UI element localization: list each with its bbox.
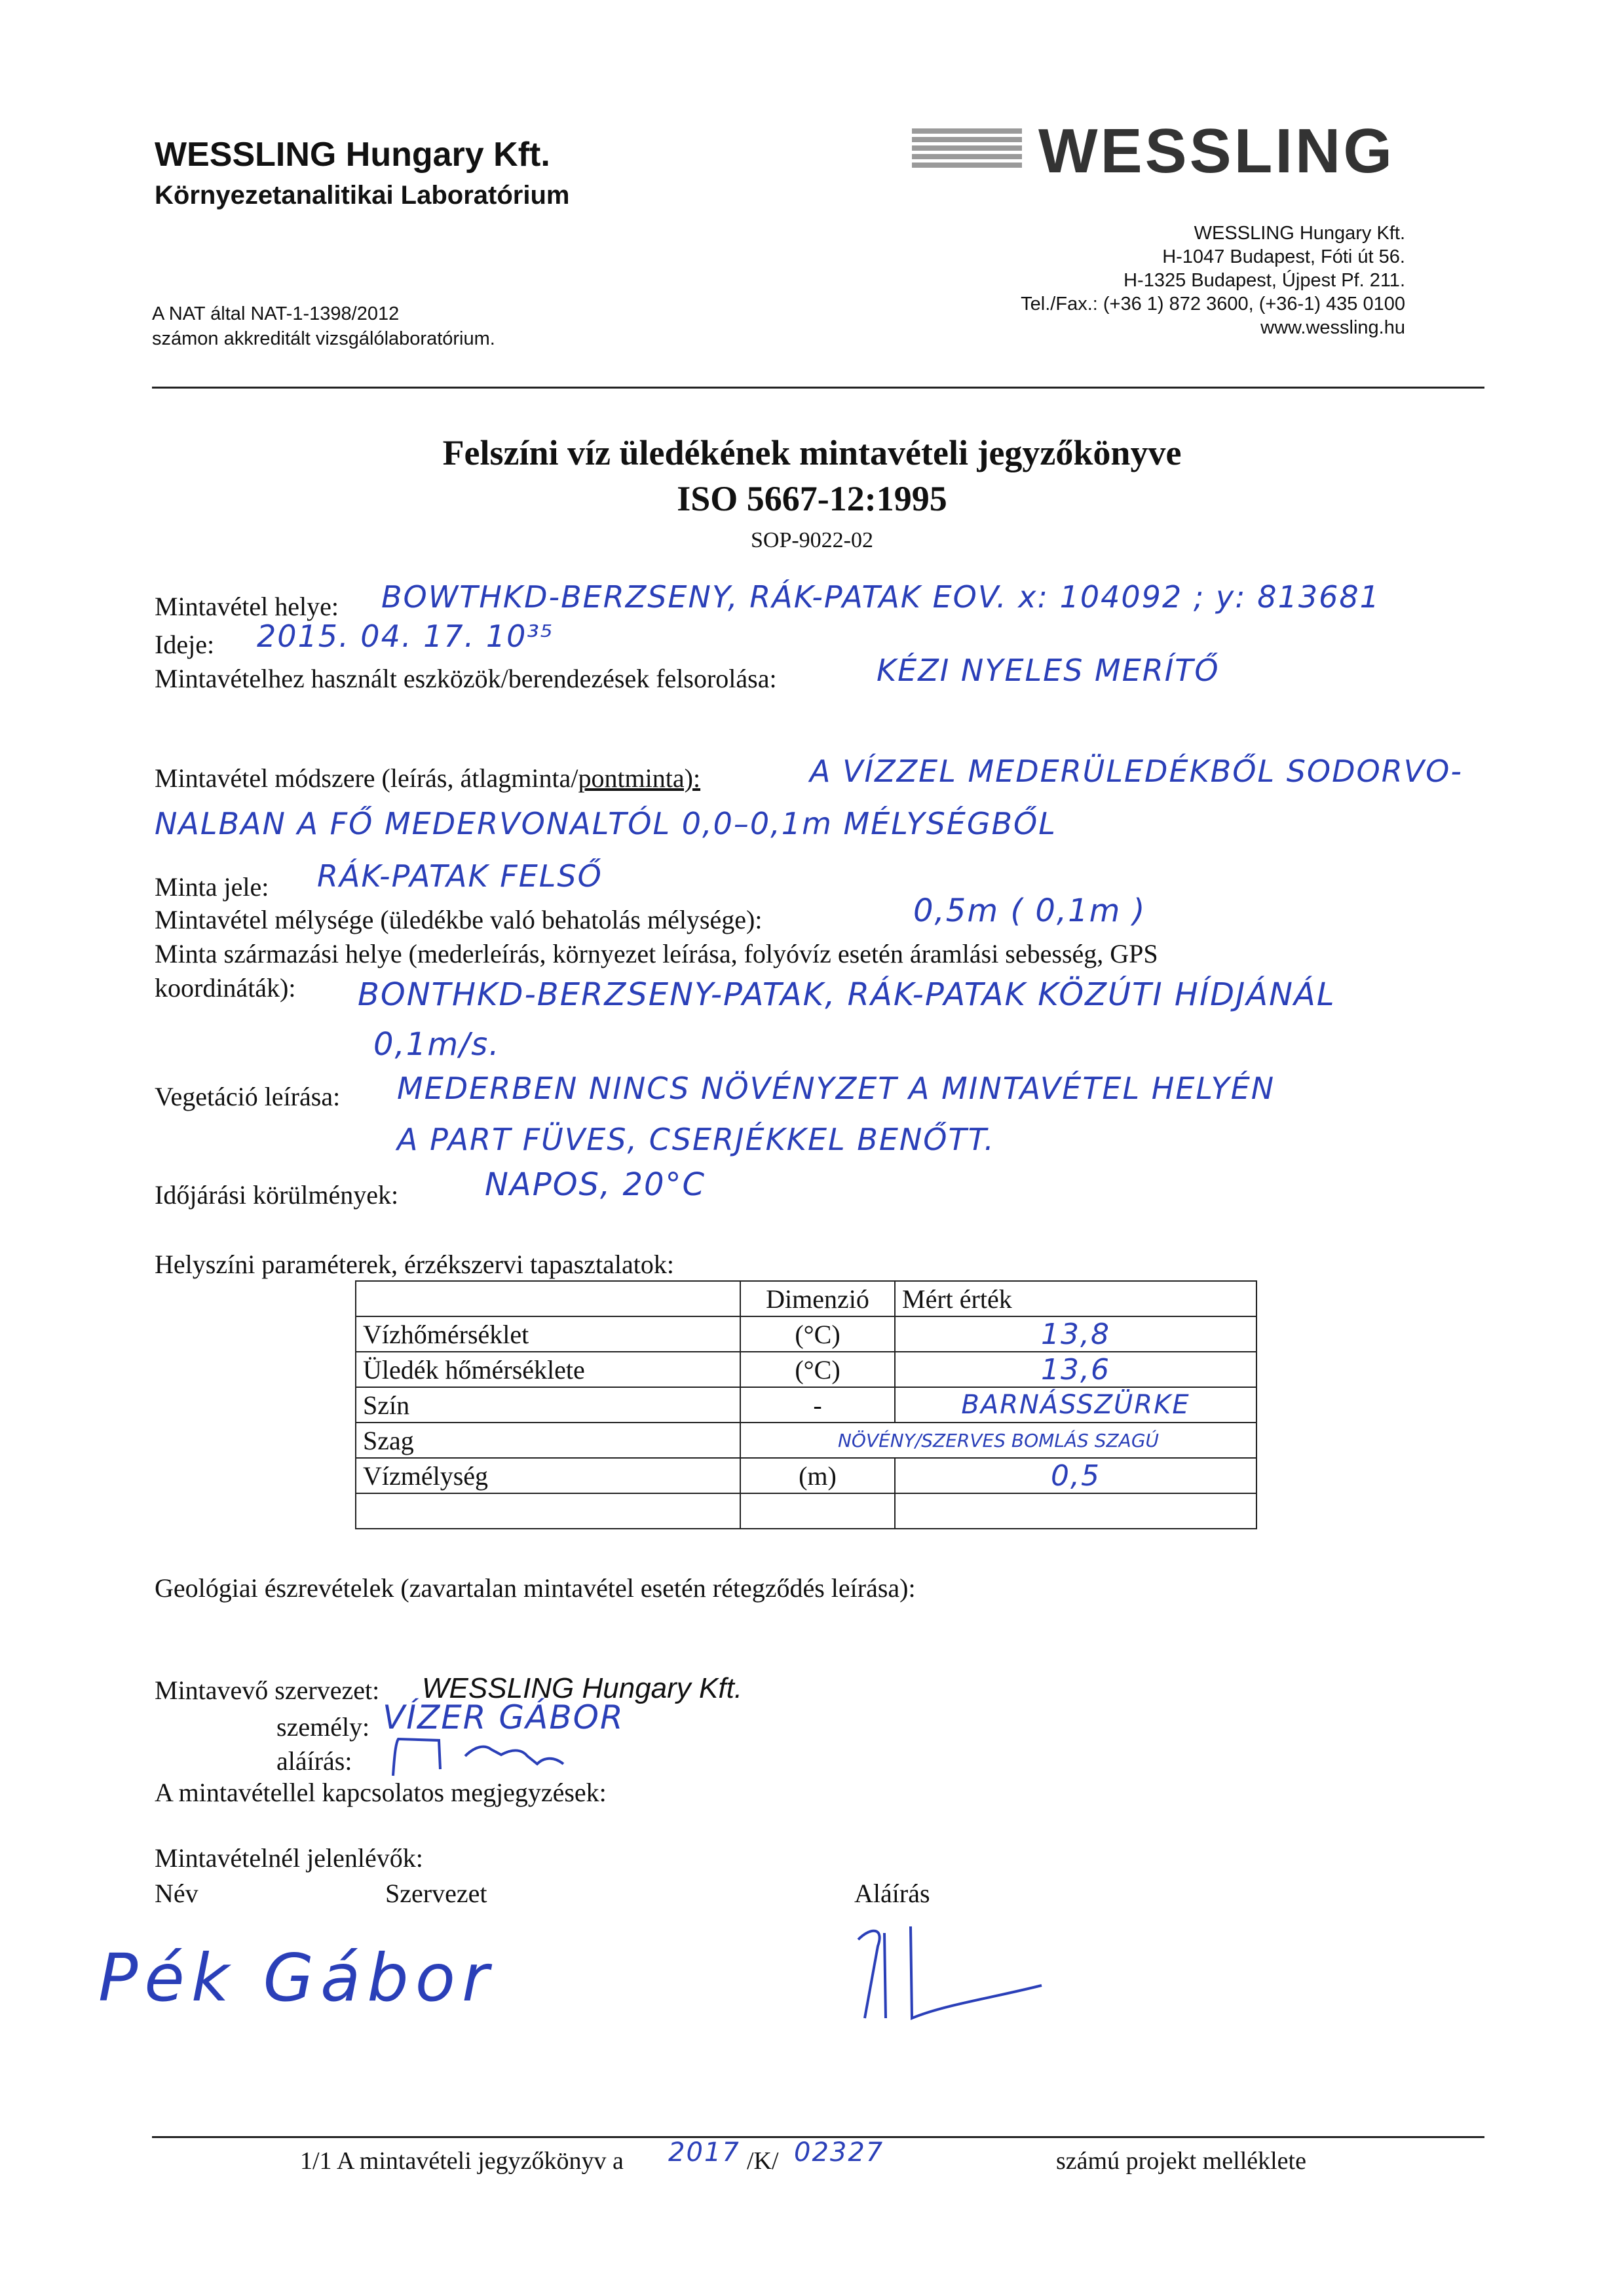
sampler-org-label: Mintavevő szervezet: [155,1675,380,1705]
address-block [881,221,1405,339]
attendees-col-name: Név [155,1879,198,1908]
address-line: www.wessling.hu [1260,317,1405,338]
param-value: BARNÁSSZÜRKE [895,1387,1256,1423]
param-name: Vízmélység [356,1458,740,1493]
table-header-cell [356,1281,740,1316]
location-label: Mintavétel helye: [155,592,339,621]
geology-label: Geológiai észrevételek (zavartalan mintavétel esetén rétegződés leírása): [155,1573,916,1603]
attendees-col-org: Szervezet [385,1879,487,1908]
param-value: 13,8 [895,1316,1256,1352]
lab-name: Környezetanalitikai Laboratórium [155,181,570,210]
footer-year: 2017 [668,2137,740,2168]
origin-value-line1: BONTHKD-BERZSENY-PATAK, RÁK-PATAK KÖZÚTI HÍDJÁNÁL [358,976,1336,1013]
depth-label: Mintavétel mélysége (üledékbe való behatolás mélysége): [155,905,763,934]
param-name: Szín [356,1387,740,1423]
wessling-logo: WESSLING [1038,116,1395,186]
origin-label-line2: koordináták): [155,973,296,1003]
vegetation-value-line2: A PART FÜVES, CSERJÉKKEL BENŐTT. [397,1122,995,1157]
attendees-col-sign: Aláírás [854,1879,930,1908]
sampler-org-value: WESSLING Hungary Kft. [422,1672,743,1704]
accreditation-line: A NAT által NAT-1-1398/2012 [152,303,400,324]
param-dimension: (m) [740,1458,895,1493]
param-dimension: (°C) [740,1316,895,1352]
table-row [356,1458,1256,1493]
footer-mid: /K/ [747,2147,779,2175]
param-value: 0,5 [895,1458,1256,1493]
method-label-text: Mintavétel módszere (leírás, átlagminta/ [155,763,578,793]
date-value: 2015. 04. 17. 10³⁵ [257,619,554,654]
table-row [356,1316,1256,1352]
param-name: Vízhőmérséklet [356,1316,740,1352]
accreditation-text [152,301,495,351]
params-table [355,1280,1257,1529]
param-value: 13,6 [895,1352,1256,1387]
wessling-logo-stripes [912,128,1022,178]
header-divider [152,387,1484,389]
origin-label-line1: Minta származási helye (mederleírás, környezet leírása, folyóvíz esetén áramlási sebesség, GPS [155,939,1158,968]
sampler-person-value: VÍZER GÁBOR [383,1698,624,1736]
vegetation-value-line1: MEDERBEN NINCS NÖVÉNYZET A MINTAVÉTEL HELYÉN [397,1071,1275,1106]
address-line: H-1047 Budapest, Fóti út 56. [1162,246,1405,267]
sampler-person-label: személy: [276,1712,370,1742]
param-value [895,1493,1256,1529]
sign-label: Minta jele: [155,872,269,902]
params-label: Helyszíni paraméterek, érzékszervi tapasztalatok: [155,1250,674,1279]
attendee-signature [845,1920,1055,2025]
method-label-underlined: pontminta): [578,763,701,793]
sign-value: RÁK-PATAK FELSŐ [317,858,603,894]
attendees-label: Mintavételnél jelenlévők: [155,1843,423,1873]
weather-value: NAPOS, 20°C [485,1166,706,1203]
param-dimension: (°C) [740,1352,895,1387]
document-title: Felszíni víz üledékének mintavételi jegyzőkönyve [442,433,1182,472]
table-row [356,1352,1256,1387]
vegetation-label: Vegetáció leírása: [155,1082,341,1111]
company-name: WESSLING Hungary Kft. [155,136,550,174]
tools-value: KÉZI NYELES MERÍTŐ [877,653,1220,688]
remarks-label: A mintavétellel kapcsolatos megjegyzések: [155,1778,607,1807]
attendee-name: Pék Gábor [98,1940,496,2016]
param-name: Üledék hőmérséklete [356,1352,740,1387]
param-dimension [740,1493,895,1529]
table-row [356,1423,1256,1458]
weather-label: Időjárási körülmények: [155,1180,399,1210]
table-row [356,1387,1256,1423]
tools-label: Mintavételhez használt eszközök/berendezések felsorolása: [155,664,777,693]
footer-number: 02327 [794,2137,884,2168]
footer-prefix: 1/1 A mintavételi jegyzőkönyv a [300,2147,624,2175]
table-row [356,1493,1256,1529]
address-line: Tel./Fax.: (+36 1) 872 3600, (+36-1) 435 0100 [1021,294,1405,315]
method-value-line1: A VÍZZEL MEDERÜLEDÉKBŐL SODORVO- [810,754,1463,789]
sampler-signature-label: aláírás: [276,1746,352,1776]
method-label [155,763,700,794]
address-line: H-1325 Budapest, Újpest Pf. 211. [1124,270,1405,291]
table-header-row [356,1281,1256,1316]
param-dimension: - [740,1387,895,1423]
table-header-cell: Dimenzió [740,1281,895,1316]
address-line: WESSLING Hungary Kft. [1194,223,1405,244]
table-header-cell: Mért érték [895,1281,1256,1316]
method-value-line2: NALBAN A FŐ MEDERVONALTÓL 0,0–0,1m MÉLYSÉGBŐL [155,806,1057,841]
param-value-wide: NÖVÉNY/SZERVES BOMLÁS SZAGÚ [740,1423,1256,1458]
standard-title: ISO 5667-12:1995 [677,479,947,518]
footer-suffix: számú projekt melléklete [1056,2147,1306,2175]
sop-code: SOP-9022-02 [750,528,874,552]
param-name [356,1493,740,1529]
depth-value: 0,5m ( 0,1m ) [913,892,1146,929]
param-name: Szag [356,1423,740,1458]
sampler-signature [387,1730,583,1782]
date-label: Ideje: [155,630,215,659]
location-value: BOWTHKD-BERZSENY, RÁK-PATAK EOV. x: 104092 ; y: 813681 [381,579,1380,615]
origin-value-line2: 0,1m/s. [373,1026,500,1063]
accreditation-line: számon akkreditált vizsgálólaboratórium. [152,328,495,349]
